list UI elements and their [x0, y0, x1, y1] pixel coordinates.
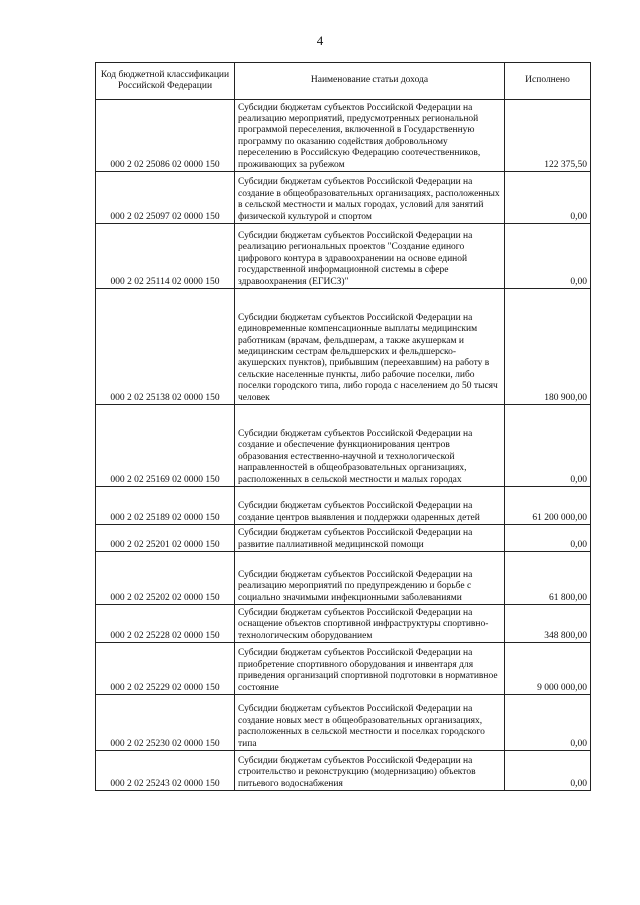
row-name: Субсидии бюджетам субъектов Российской Федерации на создание и обеспечение функционирования центров образования естественно-научной и технологической направленностей в общеобразовательных организациях, расположенных в сельской местности и малых городах [235, 405, 505, 487]
header-code: Код бюджетной классификации Российской Федерации [96, 63, 235, 100]
row-code: 000 2 02 25230 02 0000 150 [96, 695, 235, 751]
row-name: Субсидии бюджетам субъектов Российской Федерации на реализацию мероприятий по предупреждению и борьбе с социально значимыми инфекционными заболеваниями [235, 552, 505, 605]
row-code: 000 2 02 25229 02 0000 150 [96, 643, 235, 695]
table-row [96, 695, 591, 751]
row-code: 000 2 02 25228 02 0000 150 [96, 605, 235, 643]
header-name: Наименование статьи дохода [235, 63, 505, 100]
row-code: 000 2 02 25189 02 0000 150 [96, 487, 235, 525]
table-row [96, 605, 591, 643]
row-code: 000 2 02 25138 02 0000 150 [96, 289, 235, 405]
row-name: Субсидии бюджетам субъектов Российской Федерации на создание новых мест в общеобразовательных организациях, расположенных в сельской местности и поселках городского типа [235, 695, 505, 751]
row-code: 000 2 02 25202 02 0000 150 [96, 552, 235, 605]
row-amount: 122 375,50 [505, 100, 591, 172]
row-amount: 0,00 [505, 695, 591, 751]
table-row [96, 525, 591, 552]
row-name: Субсидии бюджетам субъектов Российской Федерации на реализацию региональных проектов "Создание единого цифрового контура в здравоохранении на основе единой государственной информационной системы в сфере здравоохранения (ЕГИСЗ)" [235, 224, 505, 289]
row-code: 000 2 02 25114 02 0000 150 [96, 224, 235, 289]
row-amount: 180 900,00 [505, 289, 591, 405]
table-row [96, 224, 591, 289]
table-row [96, 552, 591, 605]
row-amount: 0,00 [505, 751, 591, 791]
row-amount: 0,00 [505, 172, 591, 224]
row-amount: 0,00 [505, 525, 591, 552]
row-name: Субсидии бюджетам субъектов Российской Федерации на строительство и реконструкцию (модернизацию) объектов питьевого водоснабжения [235, 751, 505, 791]
row-name: Субсидии бюджетам субъектов Российской Федерации на реализацию мероприятий, предусмотренных региональной программой переселения, включенной в Государственную программу по оказанию содействия добровольному переселению в Российскую Федерацию соотечественников, проживающих за рубежом [235, 100, 505, 172]
row-code: 000 2 02 25243 02 0000 150 [96, 751, 235, 791]
row-code: 000 2 02 25086 02 0000 150 [96, 100, 235, 172]
row-amount: 9 000 000,00 [505, 643, 591, 695]
row-amount: 61 200 000,00 [505, 487, 591, 525]
table-header-row [96, 63, 591, 100]
table-row [96, 751, 591, 791]
table-row [96, 643, 591, 695]
row-code: 000 2 02 25201 02 0000 150 [96, 525, 235, 552]
row-name: Субсидии бюджетам субъектов Российской Федерации на единовременные компенсационные выплаты медицинским работникам (врачам, фельдшерам, а также акушеркам и медицинским сестрам фельдшерских и фельдшерско-акушерских пунктов), прибывшим (переехавшим) на работу в сельские населенные пункты, либо рабочие поселки, либо поселки городского типа, либо города с населением до 50 тысяч человек [235, 289, 505, 405]
row-code: 000 2 02 25097 02 0000 150 [96, 172, 235, 224]
row-name: Субсидии бюджетам субъектов Российской Федерации на приобретение спортивного оборудования и инвентаря для приведения организаций спортивной подготовки в нормативное состояние [235, 643, 505, 695]
table-row [96, 405, 591, 487]
row-amount: 0,00 [505, 405, 591, 487]
table-row [96, 100, 591, 172]
budget-revenue-table [95, 62, 591, 791]
table-row [96, 487, 591, 525]
row-name: Субсидии бюджетам субъектов Российской Федерации на создание в общеобразовательных организациях, расположенных в сельской местности и малых городах, условий для занятий физической культурой и спортом [235, 172, 505, 224]
table-row [96, 172, 591, 224]
page-number: 4 [316, 33, 324, 48]
row-code: 000 2 02 25169 02 0000 150 [96, 405, 235, 487]
row-amount: 0,00 [505, 224, 591, 289]
row-name: Субсидии бюджетам субъектов Российской Федерации на создание центров выявления и поддержки одаренных детей [235, 487, 505, 525]
row-amount: 61 800,00 [505, 552, 591, 605]
row-amount: 348 800,00 [505, 605, 591, 643]
row-name: Субсидии бюджетам субъектов Российской Федерации на оснащение объектов спортивной инфраструктуры спортивно-технологическим оборудованием [235, 605, 505, 643]
header-amount: Исполнено [505, 63, 591, 100]
table-row [96, 289, 591, 405]
row-name: Субсидии бюджетам субъектов Российской Федерации на развитие паллиативной медицинской помощи [235, 525, 505, 552]
